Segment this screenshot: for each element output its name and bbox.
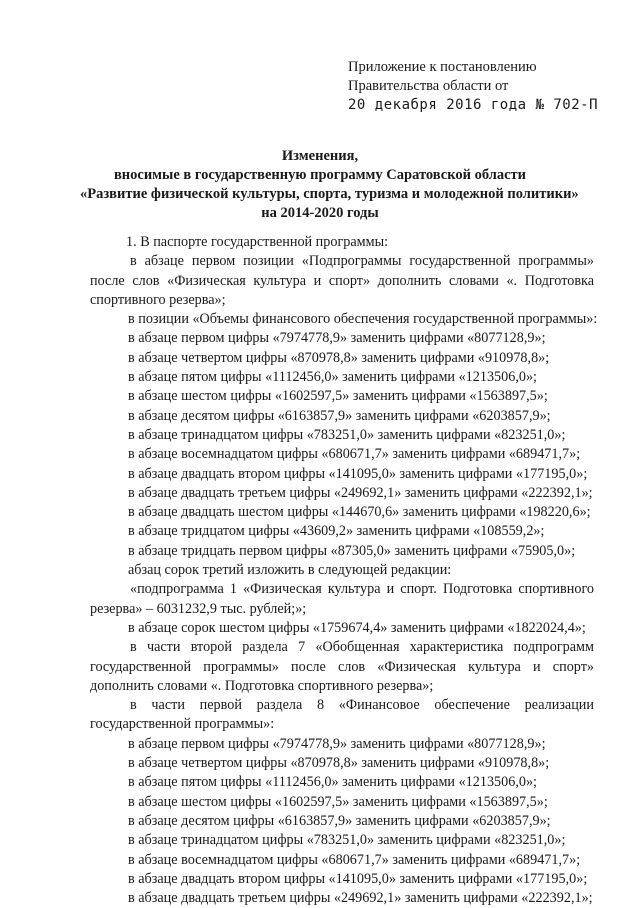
- annex-line-2: Правительства области от: [348, 78, 509, 94]
- annex-line-1: Приложение к постановлению: [348, 59, 537, 75]
- list-item: в абзаце двадцать третьем цифры «249692,1» заменить цифрами «222392,1»;: [128, 484, 593, 501]
- list-item: в абзаце первом цифры «7974778,9» заменить цифрами «8077128,9»;: [128, 735, 546, 752]
- paragraph-6: в абзаце сорок шестом цифры «1759674,4» заменить цифрами «1822024,4»;: [128, 619, 586, 636]
- list-item: в абзаце двадцать втором цифры «141095,0» заменить цифрами «177195,0»;: [128, 465, 588, 482]
- paragraph-1: 1. В паспорте государственной программы:: [126, 234, 389, 250]
- annex-header: [348, 58, 598, 115]
- list-item: в абзаце восемнадцатом цифры «680671,7» заменить цифрами «689471,7»;: [128, 851, 581, 868]
- list-item: в абзаце первом цифры «7974778,9» заменить цифрами «8077128,9»;: [128, 330, 546, 347]
- list-item: в абзаце десятом цифры «6163857,9» заменить цифрами «6203857,9»;: [128, 812, 551, 829]
- list-item: в абзаце шестом цифры «1602597,5» заменить цифрами «1563897,5»;: [128, 793, 548, 810]
- list-item: в абзаце восемнадцатом цифры «680671,7» заменить цифрами «689471,7»;: [128, 446, 581, 463]
- title-line-3: «Развитие физической культуры, спорта, туризма и молодежной политики»: [80, 186, 579, 202]
- list-item: в абзаце двадцать втором цифры «141095,0» заменить цифрами «177195,0»;: [128, 870, 588, 887]
- list-item: в абзаце тринадцатом цифры «783251,0» заменить цифрами «823251,0»;: [128, 832, 566, 849]
- list-item: в абзаце пятом цифры «1112456,0» заменить цифрами «1213506,0»;: [128, 369, 537, 386]
- list-item: в абзаце двадцать третьем цифры «249692,1» заменить цифрами «222392,1»;: [128, 890, 593, 907]
- title-line-2: вносимые в государственную программу Саратовской области: [113, 167, 527, 183]
- paragraph-8: в части первой раздела 8 «Финансовое обеспечение реализации государственной программы»:: [90, 697, 594, 733]
- paragraph-7: в части второй раздела 7 «Обобщенная характеристика подпрограмм государственной программы» после слов «Физическая культура и спорт» дополнить словами «. Подготовка спортивного резерва»;: [90, 639, 594, 694]
- list-item: в абзаце тринадцатом цифры «783251,0» заменить цифрами «823251,0»;: [128, 426, 566, 443]
- amendment-list-1: [90, 329, 594, 561]
- list-item: в абзаце десятом цифры «6163857,9» заменить цифрами «6203857,9»;: [128, 407, 551, 424]
- list-item: в абзаце тридцатом цифры «43609,2» заменить цифрами «108559,2»;: [128, 523, 545, 540]
- paragraph-5: «подпрограмма 1 «Физическая культура и спорт. Подготовка спортивного резерва» – 6031232,9 тыс. рублей;»;: [90, 581, 594, 617]
- paragraph-2: в абзаце первом позиции «Подпрограммы государственной программы» после слов «Физическая культура и спорт» дополнить словами «. Подготовка спортивного резерва»;: [90, 253, 594, 308]
- list-item: в абзаце четвертом цифры «870978,8» заменить цифрами «910978,8»;: [128, 755, 550, 772]
- paragraph-3: в позиции «Объемы финансового обеспечения государственной программы»:: [128, 311, 598, 328]
- annex-date-number: 20 декабря 2016 года № 702-П: [348, 97, 599, 113]
- document-title: [80, 147, 579, 223]
- paragraph-4: абзац сорок третий изложить в следующей редакции:: [128, 562, 452, 579]
- list-item: в абзаце тридцать первом цифры «87305,0» заменить цифрами «75905,0»;: [128, 542, 576, 559]
- list-item: в абзаце пятом цифры «1112456,0» заменить цифрами «1213506,0»;: [128, 774, 537, 791]
- title-line-4: на 2014-2020 годы: [261, 205, 379, 221]
- document-body: [90, 233, 598, 908]
- amendment-list-2: [90, 735, 594, 908]
- title-line-1: Изменения,: [281, 148, 359, 164]
- list-item: в абзаце двадцать шестом цифры «144670,6» заменить цифрами «198220,6»;: [128, 504, 591, 521]
- list-item: в абзаце шестом цифры «1602597,5» заменить цифрами «1563897,5»;: [128, 388, 548, 405]
- list-item: в абзаце четвертом цифры «870978,8» заменить цифрами «910978,8»;: [128, 349, 550, 366]
